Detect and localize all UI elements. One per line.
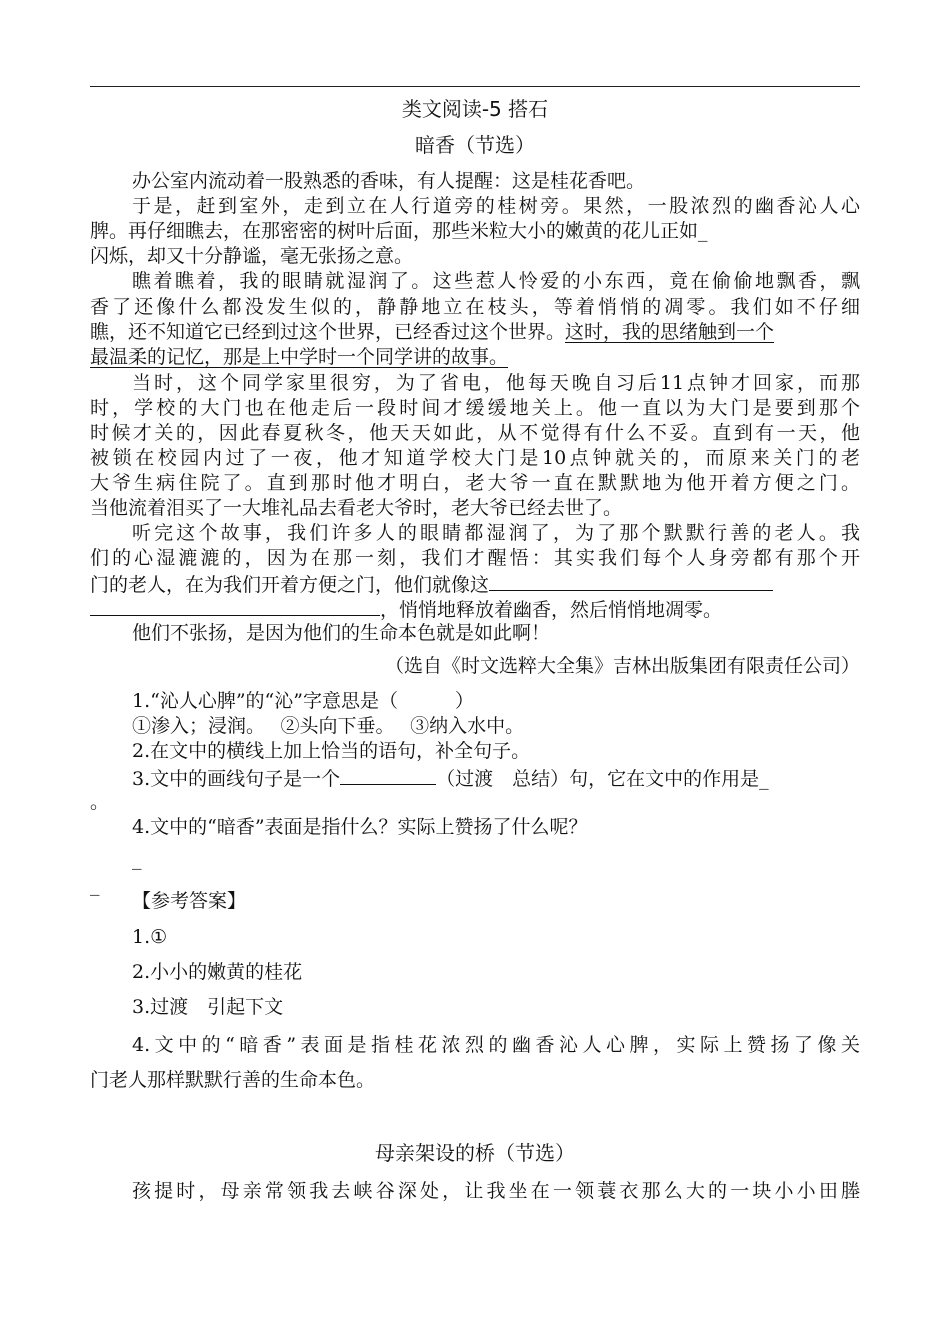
answer-blank bbox=[90, 597, 380, 616]
passage1-line: 听完这个故事，我们许多人的眼睛都湿润了，为了那个默默行善的老人。我 bbox=[132, 522, 860, 544]
answer-4-cont: 门老人那样默默行善的生命本色。 bbox=[90, 1069, 376, 1091]
passage1-line bbox=[90, 346, 860, 368]
passage1-line-part: 瞧，还不知道它已经到过这个世界，已经香过这个世界。 bbox=[90, 321, 566, 343]
passage1-line: 瞧着瞧着，我的眼睛就湿润了。这些惹人怜爱的小东西，竟在偷偷地飘香，飘 bbox=[132, 270, 860, 292]
answer-blank bbox=[340, 766, 436, 785]
question-3-part: 3.文中的画线句子是一个 bbox=[132, 768, 341, 790]
underlined-sentence: 最温柔的记忆，那是上中学时一个同学讲的故事。 bbox=[90, 346, 509, 368]
passage1-line bbox=[90, 321, 860, 343]
passage1-line: 时候才关的，因此春夏秋冬，他天天如此，从不觉得有什么不妥。直到有一天，他 bbox=[90, 422, 860, 444]
passage1-line: 当他流着泪买了一大堆礼品去看老大爷时，老大爷已经去世了。 bbox=[90, 497, 623, 519]
passage2-title: 母亲架设的桥（节选） bbox=[375, 1142, 575, 1164]
passage1-line: 脾。再仔细瞧去，在那密密的树叶后面，那些米粒大小的嫩黄的花儿正如_ bbox=[90, 220, 708, 242]
answers-heading: 【参考答案】 bbox=[132, 890, 247, 912]
question-3 bbox=[90, 766, 860, 790]
page-title: 类文阅读-5 搭石 bbox=[401, 98, 549, 120]
underlined-sentence: 这时，我的思绪触到一个 bbox=[565, 321, 775, 343]
passage1-line: 当时，这个同学家里很穷，为了省电，他每天晚自习后11点钟才回家，而那 bbox=[132, 372, 860, 394]
passage1-line: 被锁在校园内过了一夜，他才知道学校大门是10点钟就关的，而原来关门的老 bbox=[90, 447, 860, 469]
passage1-line: 时，学校的大门也在他走后一段时间才缓缓地关上。他一直以为大门是要到那个 bbox=[90, 397, 860, 419]
top-rule bbox=[90, 86, 860, 87]
passage1-line: 们的心湿漉漉的，因为在那一刻，我们才醒悟：其实我们每个人身旁都有那个开 bbox=[90, 547, 860, 569]
passage1-title: 暗香（节选） bbox=[415, 134, 535, 156]
passage2-line: 孩提时，母亲常领我去峡谷深处，让我坐在一领蓑衣那么大的一块小小田塍 bbox=[132, 1180, 860, 1202]
passage1-line-part: 门的老人，在为我们开着方便之门，他们就像这 bbox=[90, 574, 490, 596]
question-3-end: 。 bbox=[90, 791, 110, 813]
passage1-line: 他们不张扬，是因为他们的生命本色就是如此啊！ bbox=[132, 622, 551, 644]
answer-blank-mark: _ bbox=[90, 874, 100, 896]
answer-1: 1.① bbox=[132, 926, 168, 948]
passage1-line: 大爷生病住院了。直到那时他才明白，老大爷一直在默默地为他开着方便之门。 bbox=[90, 472, 860, 494]
answer-blank-mark: _ bbox=[132, 848, 142, 870]
passage1-line: 于是，赶到室外，走到立在人行道旁的桂树旁。果然，一股浓烈的幽香沁人心 bbox=[132, 195, 860, 217]
answer-4: 4.文中的“暗香”表面是指桂花浓烈的幽香沁人心脾，实际上赞扬了像关 bbox=[132, 1034, 860, 1056]
passage1-paragraph: 办公室内流动着一股熟悉的香味，有人提醒：这是桂花香吧。 bbox=[132, 170, 646, 192]
question-1-options: ①渗入；浸润。 ②头向下垂。 ③纳入水中。 bbox=[132, 715, 525, 737]
question-1: 1.“沁人心脾”的“沁”字意思是（ ） bbox=[132, 690, 474, 712]
answer-2: 2.小小的嫩黄的桂花 bbox=[132, 961, 303, 983]
passage1-line: 闪烁，却又十分静谧，毫无张扬之意。 bbox=[90, 245, 414, 267]
source-citation: （选自《时文选粹大全集》吉林出版集团有限责任公司） bbox=[384, 655, 860, 677]
question-4: 4.文中的“暗香”表面是指什么？实际上赞扬了什么呢？ bbox=[132, 816, 588, 838]
question-2: 2.在文中的横线上加上恰当的语句，补全句子。 bbox=[132, 740, 531, 762]
answer-3: 3.过渡 引起下文 bbox=[132, 996, 284, 1018]
passage1-line bbox=[90, 597, 860, 621]
passage1-line: 香了还像什么都没发生似的，静静地立在枝头，等着悄悄的凋零。我们如不仔细 bbox=[90, 296, 860, 318]
passage1-line-part: ，悄悄地释放着幽香，然后悄悄地凋零。 bbox=[380, 599, 723, 621]
answer-blank bbox=[489, 572, 773, 591]
passage1-line bbox=[90, 572, 860, 596]
question-3-part: （过渡 总结）句，它在文中的作用是_ bbox=[436, 768, 769, 790]
